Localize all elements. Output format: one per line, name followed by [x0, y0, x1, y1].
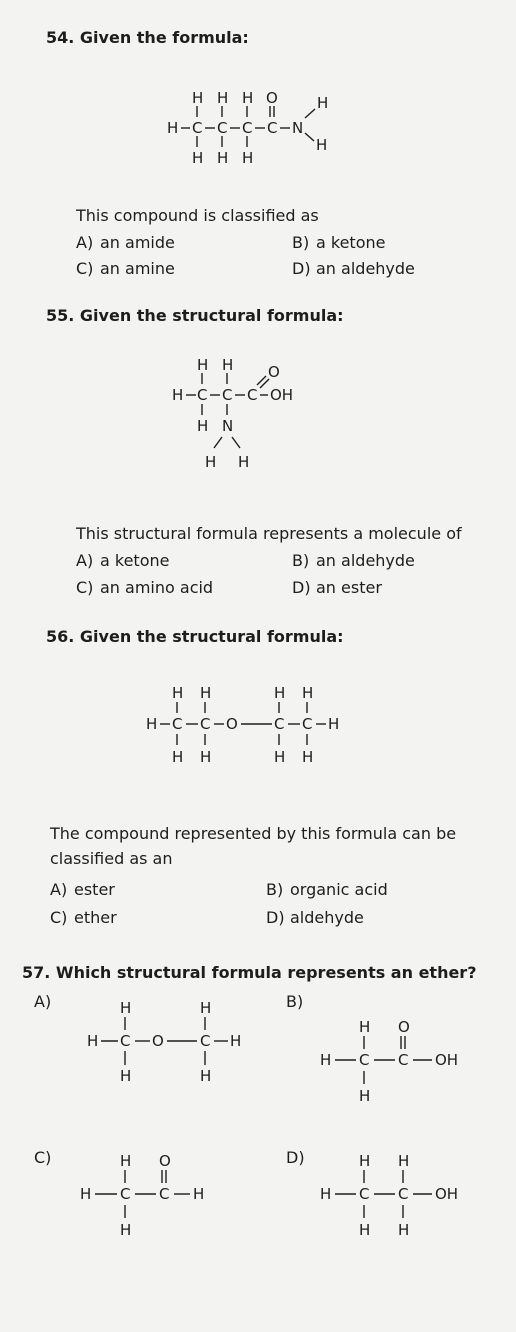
svg-text:C: C — [172, 715, 183, 733]
svg-text:H: H — [316, 136, 328, 154]
svg-text:H: H — [200, 748, 212, 766]
svg-text:H: H — [167, 119, 179, 137]
svg-text:H: H — [274, 748, 286, 766]
q55-structure-amino-acid — [0, 330, 516, 530]
svg-text:H: H — [192, 89, 204, 107]
svg-text:C: C — [120, 1185, 131, 1203]
q54-option-d[interactable]: D) an aldehyde — [292, 259, 415, 278]
svg-text:C: C — [159, 1185, 170, 1203]
question-57-title: 57. Which structural formula represents an ether? — [22, 963, 477, 982]
svg-text:H: H — [120, 1152, 132, 1170]
question-55-title: 55. Given the structural formula: — [46, 306, 344, 325]
svg-text:C: C — [267, 119, 278, 137]
svg-text:O: O — [266, 89, 278, 107]
svg-text:H: H — [242, 149, 254, 167]
svg-text:C: C — [242, 119, 253, 137]
svg-text:H: H — [197, 356, 209, 374]
svg-text:C: C — [359, 1051, 370, 1069]
svg-text:H: H — [146, 715, 158, 733]
svg-text:H: H — [172, 386, 184, 404]
svg-text:H: H — [328, 715, 340, 733]
svg-text:H: H — [120, 999, 132, 1017]
svg-text:H: H — [80, 1185, 92, 1203]
svg-text:H: H — [230, 1032, 242, 1050]
svg-text:H: H — [217, 89, 229, 107]
q54-stem: This compound is classified as — [76, 206, 319, 225]
svg-text:H: H — [398, 1152, 410, 1170]
q57-option-c-label[interactable]: C) — [34, 1148, 52, 1167]
svg-text:H: H — [197, 417, 209, 435]
svg-text:C: C — [359, 1185, 370, 1203]
q56-structure-ether — [0, 670, 516, 810]
q57-option-a-structure[interactable] — [0, 985, 250, 1095]
svg-text:H: H — [193, 1185, 205, 1203]
svg-text:H: H — [320, 1185, 332, 1203]
q55-option-d[interactable]: D) an ester — [292, 578, 382, 597]
svg-text:H: H — [192, 149, 204, 167]
svg-text:H: H — [274, 684, 286, 702]
svg-text:C: C — [247, 386, 258, 404]
svg-text:O: O — [268, 363, 280, 381]
q56-stem-line-2: classified as an — [50, 849, 173, 868]
svg-text:O: O — [152, 1032, 164, 1050]
svg-text:H: H — [222, 356, 234, 374]
q56-option-c[interactable]: C) ether — [50, 908, 117, 927]
q55-option-a[interactable]: A) a ketone — [76, 551, 170, 570]
q54-option-b[interactable]: B) a ketone — [292, 233, 386, 252]
svg-text:C: C — [222, 386, 233, 404]
svg-text:H: H — [359, 1221, 371, 1239]
svg-text:C: C — [398, 1051, 409, 1069]
q57-option-b-structure[interactable] — [290, 1005, 510, 1135]
svg-text:O: O — [398, 1018, 410, 1036]
svg-text:H: H — [120, 1221, 132, 1239]
q55-option-c[interactable]: C) an amino acid — [76, 578, 214, 597]
svg-text:C: C — [197, 386, 208, 404]
q56-stem-line-1: The compound represented by this formula can be — [50, 824, 457, 843]
svg-text:C: C — [200, 715, 211, 733]
svg-text:C: C — [192, 119, 203, 137]
svg-text:O: O — [159, 1152, 171, 1170]
svg-text:OH: OH — [435, 1051, 459, 1069]
svg-text:H: H — [302, 684, 314, 702]
q56-option-a[interactable]: A) ester — [50, 880, 115, 899]
svg-text:C: C — [120, 1032, 131, 1050]
svg-text:H: H — [217, 149, 229, 167]
q56-option-b[interactable]: B) organic acid — [266, 880, 388, 899]
q54-option-c[interactable]: C) an amine — [76, 259, 175, 278]
svg-text:H: H — [200, 1067, 212, 1085]
svg-text:H: H — [359, 1087, 371, 1105]
svg-text:C: C — [398, 1185, 409, 1203]
svg-text:H: H — [120, 1067, 132, 1085]
svg-text:C: C — [200, 1032, 211, 1050]
svg-text:OH: OH — [435, 1185, 459, 1203]
svg-text:H: H — [172, 684, 184, 702]
q57-option-c-structure[interactable] — [40, 1145, 260, 1275]
question-54-title: 54. Given the formula: — [46, 28, 249, 47]
svg-text:H: H — [302, 748, 314, 766]
question-56-title: 56. Given the structural formula: — [46, 627, 344, 646]
q56-formula — [146, 684, 339, 766]
q55-stem: This structural formula represents a molecule of — [76, 524, 462, 543]
svg-text:O: O — [226, 715, 238, 733]
q57-option-d-label[interactable]: D) — [286, 1148, 305, 1167]
svg-text:C: C — [302, 715, 313, 733]
q54-option-a[interactable]: A) an amide — [76, 233, 175, 252]
svg-text:H: H — [205, 453, 217, 471]
q57-option-a-label[interactable]: A) — [34, 992, 52, 1011]
svg-text:C: C — [217, 119, 228, 137]
svg-text:H: H — [200, 684, 212, 702]
q55-option-b[interactable]: B) an aldehyde — [292, 551, 415, 570]
svg-text:H: H — [242, 89, 254, 107]
svg-text:N: N — [222, 417, 234, 435]
svg-text:H: H — [317, 94, 329, 112]
svg-text:H: H — [359, 1018, 371, 1036]
q55-formula — [172, 356, 293, 471]
q56-option-d[interactable]: D) aldehyde — [266, 908, 364, 927]
svg-text:H: H — [359, 1152, 371, 1170]
svg-text:OH: OH — [270, 386, 294, 404]
svg-text:H: H — [398, 1221, 410, 1239]
q54-formula — [167, 89, 328, 167]
svg-text:N: N — [292, 119, 304, 137]
q57-option-d-structure[interactable] — [290, 1145, 510, 1275]
svg-text:H: H — [200, 999, 212, 1017]
q57-option-b-label[interactable]: B) — [286, 992, 304, 1011]
svg-text:H: H — [320, 1051, 332, 1069]
q54-structure-amide — [0, 0, 516, 200]
svg-text:C: C — [274, 715, 285, 733]
svg-text:H: H — [172, 748, 184, 766]
svg-text:H: H — [238, 453, 250, 471]
svg-text:H: H — [87, 1032, 99, 1050]
